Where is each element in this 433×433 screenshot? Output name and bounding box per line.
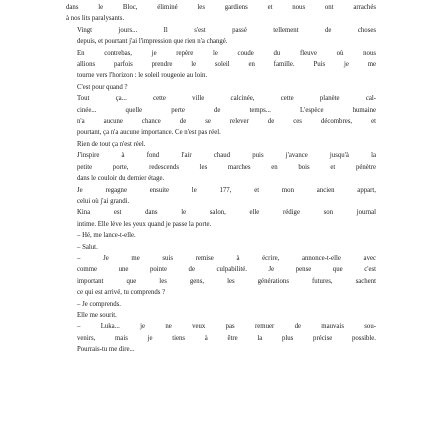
text-line: J'inspire à fond l'air chaud puis j'avance jusqu'à la xyxy=(77,152,376,160)
text-line: Vingt jours... Il s'est passé tellement de choses xyxy=(77,26,376,34)
paragraph xyxy=(66,230,376,241)
text-line: cinée... quelle perte de temps... L'espèce humaine xyxy=(77,106,376,114)
text-line: important que les gens, les générations futures, sachent xyxy=(77,277,376,285)
paragraph xyxy=(66,93,376,139)
text-line: tourne vers l'horizon : le soleil rougeoie au loin. xyxy=(77,72,208,80)
paragraph xyxy=(66,242,376,253)
text-line: Pourrais-tu me dire... xyxy=(77,346,135,354)
text-line: celui où j'ai grandi. xyxy=(77,197,130,205)
text-line: pourtant, ça n'a aucune importance. Ce n'est pas réel. xyxy=(77,129,221,137)
text-line: intime. Elle lève les yeux quand je passe la porte. xyxy=(77,220,212,228)
paragraph xyxy=(66,321,376,355)
text-line: n'a aucune chance de se relever de ces décombres, et xyxy=(77,118,376,126)
text-line: Je regagne ensuite le 177, et mon ancien appart, xyxy=(77,186,376,194)
text-line: C'est pour quand ? xyxy=(77,83,128,91)
paragraph xyxy=(66,253,376,299)
text-line: – Je me suis remise à écrire, annonce-t-elle avec xyxy=(77,254,376,262)
text-line: depuis, et pourtant j'ai l'impression que rien n'a changé. xyxy=(77,38,228,46)
paragraph xyxy=(66,2,376,25)
paragraph xyxy=(66,207,376,230)
paragraph xyxy=(66,150,376,184)
paragraph xyxy=(66,310,376,321)
paragraph xyxy=(66,139,376,150)
paragraph xyxy=(66,185,376,208)
text-line: à nos lits paralysants. xyxy=(66,15,125,23)
text-line: – Je comprends. xyxy=(77,300,121,308)
text-line: comme une pointe de culpabilité. Je pense que c'est xyxy=(77,266,376,274)
paragraph xyxy=(66,299,376,310)
text-line: dans le Bloc, éliminé les gardiens et nous ont arrachés xyxy=(66,4,376,11)
book-page xyxy=(66,2,376,356)
text-line: Elle me sourit. xyxy=(77,311,117,319)
paragraph xyxy=(66,25,376,48)
text-line: En contrebas, je repère le coude du fleuve où nous xyxy=(77,49,376,57)
text-line: Rien de tout ça n'est réel. xyxy=(77,140,146,148)
text-line: – Hé, me lance-t-elle. xyxy=(77,232,136,240)
text-line: dans le couloir du dernier étage. xyxy=(77,175,165,183)
text-line: Kina est dans le salon, elle rédige son journal xyxy=(77,209,376,217)
text-line: allions parfois prendre le soleil en famille. Puis je me xyxy=(77,61,376,69)
text-line: Tout ça... cette ville calcinée, cette planète cal- xyxy=(77,95,376,103)
text-line: venirs, mais je tiens à être la plus précise possible. xyxy=(77,334,376,342)
text-line: ce qui est arrivé, tu comprends ? xyxy=(77,289,166,297)
text-line: petite porte, redescends les marches en bois et pénètre xyxy=(77,163,376,171)
paragraph xyxy=(66,82,376,93)
text-line: – Salut. xyxy=(77,243,98,251)
text-line: – Luka... je ne veux pas remuer de mauvais sou- xyxy=(77,323,376,331)
paragraph xyxy=(66,48,376,82)
